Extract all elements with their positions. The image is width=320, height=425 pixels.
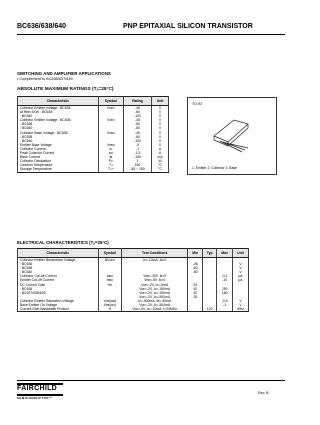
- abs-max-cell: Vᴄʙᴏ: [98, 131, 123, 135]
- abs-max-col-characteristic: Characteristic: [18, 97, 99, 106]
- abs-max-cell: -45: [123, 131, 151, 135]
- elec-cell: 25: [188, 283, 203, 287]
- abs-max-cell: Collector Base Voltage : BC636: [18, 131, 99, 135]
- abs-max-cell: V: [152, 143, 169, 147]
- elec-cell: Collector Cut-off Current: [18, 274, 99, 278]
- abs-max-cell: -60: [123, 135, 151, 139]
- abs-max-cell: Iʙ: [98, 155, 123, 159]
- elec-cell: Vʙᴇ(on): [98, 303, 121, 307]
- elec-cell: Iᴄʙᴏ: [98, 274, 121, 278]
- elec-col-max: Max: [217, 249, 233, 258]
- part-number: BC636/638/640: [17, 23, 67, 30]
- elec-cell: [217, 307, 233, 312]
- abs-max-cell: V: [152, 114, 169, 118]
- abs-max-heading: ABSOLUTE MAXIMUM RATINGS (Tₐ=25°C): [17, 87, 114, 92]
- elec-cell: 40: [188, 287, 203, 291]
- abs-max-cell: Collector Dissipation: [18, 159, 99, 163]
- abs-max-row: [18, 167, 169, 172]
- abs-max-cell: at Rʙᴇ=1KW : BC638: [18, 110, 99, 114]
- abs-max-cell: V: [152, 118, 169, 122]
- page-title: PNP EPITAXIAL SILICON TRANSISTOR: [123, 23, 253, 30]
- abs-max-cell: Emitter Base Voltage: [18, 143, 99, 147]
- package-label: TO-92: [192, 102, 203, 106]
- abs-max-cell: Base Current: [18, 155, 99, 159]
- abs-max-cell: -1.5: [123, 151, 151, 155]
- abs-max-cell: Collector Emitter Voltage : BC636: [18, 106, 99, 111]
- elec-col-characteristic: Characteristic: [18, 249, 99, 258]
- abs-max-cell: -45: [123, 118, 151, 122]
- elec-cell: -1: [217, 303, 233, 307]
- abs-max-cell: °C: [152, 163, 169, 167]
- elec-cell: V: [232, 266, 248, 270]
- elec-cell: Vᴄᴇ=-5V, Iᴄ=-10mA, f=20MHz: [121, 307, 187, 312]
- elec-cell: -45: [188, 262, 203, 266]
- abs-max-cell: Iᴄ: [98, 147, 123, 151]
- abs-max-cell: : BC638: [18, 122, 99, 126]
- abs-max-cell: -60: [123, 110, 151, 114]
- elec-cell: [188, 307, 203, 312]
- elec-cell: Iᴇʙᴏ: [98, 278, 121, 282]
- elec-cell: Vᴄᴇ=-2V, Iᴄ=-500mA: [121, 295, 187, 299]
- logo-brand: FAIRCHILD: [17, 385, 58, 392]
- abs-max-cell: V: [152, 110, 169, 114]
- abs-max-cell: -1: [123, 147, 151, 151]
- abs-max-cell: -100: [123, 114, 151, 118]
- elec-cell: Emitter Cut-off Current: [18, 278, 99, 282]
- elec-cell: Vᴄᴇ=-2V, Iᴄ=-150mA: [121, 287, 187, 291]
- abs-max-cell: : BC638: [18, 135, 99, 139]
- elec-cell: V: [232, 303, 248, 307]
- abs-max-cell: V: [152, 135, 169, 139]
- application-heading: SWITCHING AND AMPLIFIER APPLICATIONS: [17, 71, 111, 76]
- elec-col-unit: Unit: [232, 249, 248, 258]
- complement-note: • Complement to BC635/637/639: [17, 77, 73, 81]
- elec-cell: μA: [232, 278, 248, 282]
- header-divider: [17, 34, 285, 35]
- abs-max-cell: Collector Emitter Voltage : BC636: [18, 118, 99, 122]
- elec-cell: -0.1: [217, 274, 233, 278]
- abs-max-cell: Pᴄ: [98, 159, 123, 163]
- elec-cell: V: [232, 270, 248, 274]
- elec-cell: V: [232, 299, 248, 303]
- elec-cell: Vᴄᴇ(sat): [98, 299, 121, 303]
- abs-max-cell: -5: [123, 143, 151, 147]
- elec-cell: : BC640: [18, 270, 99, 274]
- elec-cell: Collector Emitter Breakdown Voltage: [18, 258, 99, 263]
- abs-max-cell: Tₛₜᵍ: [98, 167, 123, 172]
- elec-cell: -10: [217, 278, 233, 282]
- logo-subtitle: SEMICONDUCTOR™: [17, 396, 53, 400]
- elec-cell: 250: [217, 287, 233, 291]
- elec-cell: Base Emitter On Voltage: [18, 303, 99, 307]
- abs-max-table: [17, 96, 169, 173]
- package-drawing: [187, 97, 277, 175]
- abs-max-col-unit: Unit: [152, 97, 169, 106]
- elec-cell: Collector Emitter Saturation Voltage: [18, 299, 99, 303]
- elec-cell: -60: [188, 266, 203, 270]
- abs-max-cell: Collector Current: [18, 147, 99, 151]
- abs-max-cell: -100: [123, 155, 151, 159]
- transistor-outline-icon: [208, 114, 260, 154]
- abs-max-cell: V: [152, 131, 169, 135]
- abs-max-cell: A: [152, 151, 169, 155]
- abs-max-cell: -60: [123, 122, 151, 126]
- abs-max-col-rating: Rating: [123, 97, 151, 106]
- elec-cell: 160: [217, 291, 233, 295]
- abs-max-cell: Tᴊ: [98, 163, 123, 167]
- abs-max-cell: 150: [123, 163, 151, 167]
- abs-max-cell: -100: [123, 139, 151, 143]
- abs-max-cell: Vᴇʙᴏ: [98, 143, 123, 147]
- abs-max-cell: Iᴄᴘ: [98, 151, 123, 155]
- elec-cell: μA: [232, 274, 248, 278]
- elec-cell: -0.5: [217, 299, 233, 303]
- abs-max-cell: A: [152, 147, 169, 151]
- elec-cell: fᴛ: [98, 307, 121, 312]
- abs-max-cell: 1: [123, 159, 151, 163]
- elec-col-conditions: Test Conditions: [121, 249, 187, 258]
- abs-max-cell: : BC640: [18, 126, 99, 130]
- elec-cell: BVᴄᴇᴏ: [98, 258, 121, 263]
- elec-cell: Vᴄᴇ=-2V, Iᴄ=-500mA: [121, 303, 187, 307]
- elec-cell: Current Gain Bandwidth Product: [18, 307, 99, 312]
- elec-cell: Vᴄʙ=-30V, Iᴇ=0: [121, 274, 187, 278]
- abs-max-cell: V: [152, 139, 169, 143]
- abs-max-cell: V: [152, 106, 169, 111]
- abs-max-cell: : BC640: [18, 114, 99, 118]
- abs-max-cell: V: [152, 126, 169, 130]
- abs-max-col-symbol: Symbol: [98, 97, 123, 106]
- elec-cell: -80: [188, 270, 203, 274]
- abs-max-cell: -55 ~ 150: [123, 167, 151, 172]
- abs-max-cell: W: [152, 159, 169, 163]
- elec-cell: : BC637/638/639: [18, 291, 99, 295]
- elec-cell: Iᴄ=-10mA, Iʙ=0: [121, 258, 187, 263]
- abs-max-cell: °C: [152, 167, 169, 172]
- footer-divider: [17, 380, 285, 381]
- elec-cell: : BC636: [18, 287, 99, 291]
- elec-heading: ELECTRICAL CHARACTERISTICS (Tₐ=25°C): [17, 240, 109, 245]
- pin-legend: 1. Emitter 2. Collector 3. Base: [192, 166, 238, 170]
- elec-cell: 100: [202, 307, 216, 312]
- elec-cell: 25: [188, 295, 203, 299]
- elec-row: [18, 307, 249, 312]
- fairchild-logo: [17, 383, 87, 401]
- elec-cell: DC Current Gain: [18, 283, 99, 287]
- elec-col-symbol: Symbol: [98, 249, 121, 258]
- abs-max-cell: Vᴄᴇᴏ: [98, 118, 123, 122]
- elec-cell: hᶠᴇ: [98, 283, 121, 287]
- abs-max-cell: Junction Temperature: [18, 163, 99, 167]
- abs-max-cell: Storage Temperature: [18, 167, 99, 172]
- elec-cell: Vᴇʙ=-5V, Iᴄ=0: [121, 278, 187, 282]
- abs-max-cell: -80: [123, 126, 151, 130]
- elec-cell: Iᴄ=-500mA, Iʙ=-50mA: [121, 299, 187, 303]
- revision-label: Rev. B: [258, 391, 269, 395]
- elec-cell: Vᴄᴇ=-2V, Iᴄ=-5mA: [121, 283, 187, 287]
- elec-col-min: Min: [188, 249, 203, 258]
- elec-col-typ: Typ: [202, 249, 216, 258]
- elec-table: [17, 248, 249, 312]
- abs-max-cell: -45: [123, 106, 151, 111]
- abs-max-cell: Vᴄᴇᴏ: [98, 106, 123, 111]
- elec-cell: 40: [188, 291, 203, 295]
- elec-cell: Vᴄᴇ=-2V, Iᴄ=-150mA: [121, 291, 187, 295]
- elec-cell: : BC636: [18, 262, 99, 266]
- abs-max-cell: Peak Collector Current: [18, 151, 99, 155]
- elec-cell: : BC638: [18, 266, 99, 270]
- abs-max-cell: : BC640: [18, 139, 99, 143]
- elec-cell: V: [232, 262, 248, 266]
- elec-cell: MHz: [232, 307, 248, 312]
- abs-max-cell: V: [152, 122, 169, 126]
- abs-max-cell: mA: [152, 155, 169, 159]
